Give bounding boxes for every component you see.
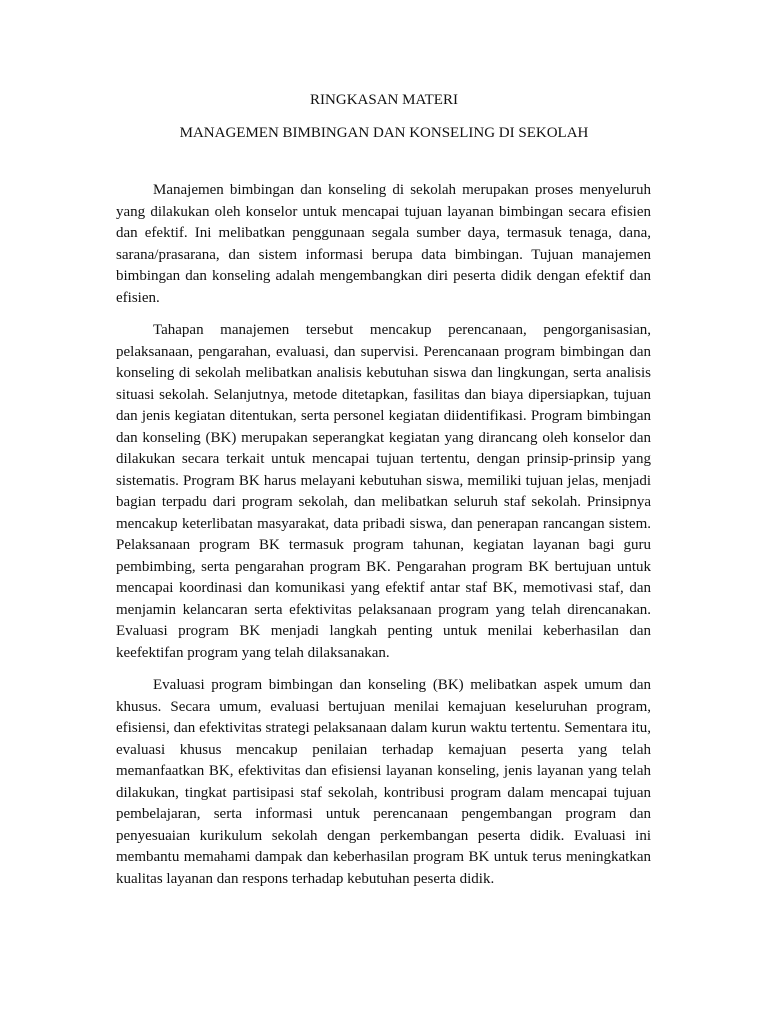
paragraph-1: Manajemen bimbingan dan konseling di sekolah merupakan proses menyeluruh yang dilakukan oleh konselor untuk mencapai tujuan layanan bimbingan secara efisien dan efektif. Ini melibatkan penggunaan segala sumber daya, termasuk tenaga, dana, sarana/prasarana, dan sistem informasi berupa data bimbingan. Tujuan manajemen bimbingan dan konseling adalah mengembangkan diri peserta didik dengan efektif dan efisien. xyxy=(116,182,651,306)
document-body xyxy=(116,180,651,901)
document-subtitle: MANAGEMEN BIMBINGAN DAN KONSELING DI SEKOLAH xyxy=(179,125,589,141)
paragraph-2: Tahapan manajemen tersebut mencakup perencanaan, pengorganisasian, pelaksanaan, pengarahan, evaluasi, dan supervisi. Perencanaan program bimbingan dan konseling di sekolah melibatkan analisis kebutuhan siswa dan lingkungan, serta analisis situasi sekolah. Selanjutnya, metode ditetapkan, fasilitas dan biaya dipersiapkan, tujuan dan jenis kegiatan ditentukan, serta personel kegiatan diidentifikasi. Program bimbingan dan konseling (BK) merupakan seperangkat kegiatan yang dirancang oleh konselor dan dilakukan secara terkait untuk mencapai tujuan tertentu, dengan prinsip-prinsip yang sistematis. Program BK harus melayani kebutuhan siswa, memiliki tujuan jelas, menjadi bagian terpadu dari program sekolah, dan melibatkan seluruh staf sekolah. Prinsipnya mencakup keterlibatan masyarakat, data pribadi siswa, dan penerapan rancangan sistem. Pelaksanaan program BK termasuk program tahunan, kegiatan layanan bagi guru pembimbing, serta pengarahan program BK. Pengarahan program BK bertujuan untuk mencapai koordinasi dan komunikasi yang efektif antar staf BK, memotivasi staf, dan menjamin kelancaran serta efektivitas pelaksanaan program yang telah direncanakan. Evaluasi program BK menjadi langkah penting untuk menilai keberhasilan dan keefektifan program yang telah dilaksanakan. xyxy=(116,322,651,661)
document-title: RINGKASAN MATERI xyxy=(310,92,458,108)
paragraph-3: Evaluasi program bimbingan dan konseling (BK) melibatkan aspek umum dan khusus. Secara umum, evaluasi bertujuan menilai kemajuan keseluruhan program, efisiensi, dan efektivitas strategi pelaksanaan dalam kurun waktu tertentu. Sementara itu, evaluasi khusus mencakup penilaian terhadap kemajuan peserta yang telah memanfaatkan BK, efektivitas dan efisiensi layanan konseling, jenis layanan yang telah dilakukan, tingkat partisipasi staf sekolah, kontribusi program dalam mencapai tujuan pembelajaran, serta informasi untuk perencanaan pengembangan program dan penyesuaian kurikulum sekolah dengan perkembangan peserta didik. Evaluasi ini membantu memahami dampak dan keberhasilan program BK untuk terus meningkatkan kualitas layanan dan respons terhadap kebutuhan peserta didik. xyxy=(116,677,651,887)
title-block xyxy=(0,88,768,145)
